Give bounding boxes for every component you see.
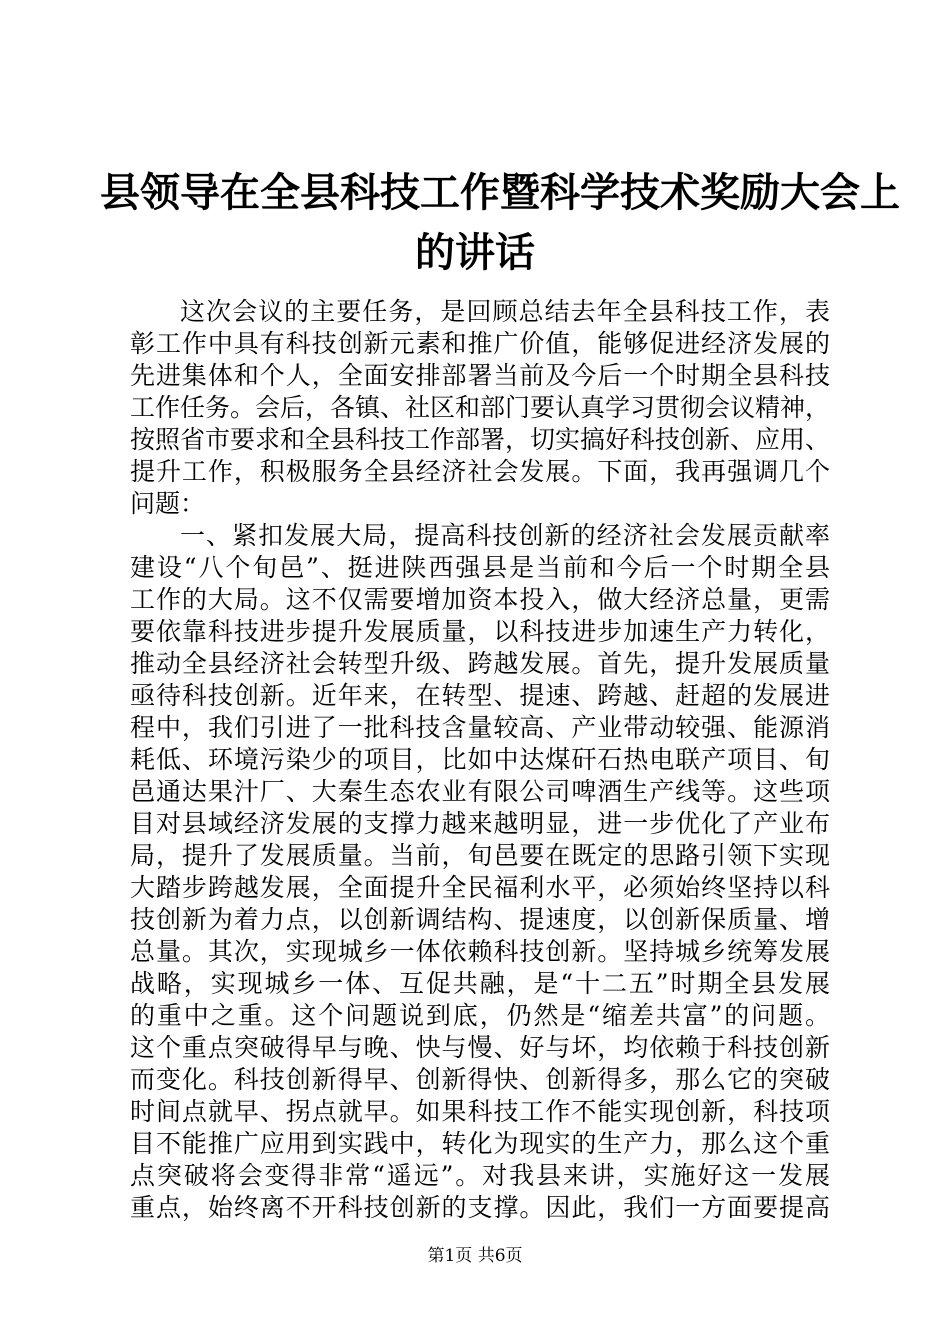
paragraph-line: 工作任务。会后，各镇、社区和部门要认真学习贯彻会议精神， bbox=[130, 393, 831, 422]
paragraph-line: 技创新为着力点，以创新调结构、提速度，以创新保质量、增 bbox=[130, 905, 830, 934]
paragraph-line: 点突破将会变得非常“遥远”。对我县来讲，实施好这一发展 bbox=[130, 1161, 830, 1190]
paragraph-line: 问题： bbox=[130, 489, 206, 518]
paragraph-line: 工作的大局。这不仅需要增加资本投入，做大经济总量，更需 bbox=[130, 585, 830, 614]
paragraph-2 bbox=[130, 520, 830, 1224]
paragraph-line: 这次会议的主要任务，是回顾总结去年全县科技工作，表 bbox=[180, 297, 830, 326]
paragraph-line: 局，提升了发展质量。当前，旬邑要在既定的思路引领下实现 bbox=[130, 841, 830, 870]
paragraph-line: 目对县域经济发展的支撑力越来越明显，进一步优化了产业布 bbox=[130, 809, 830, 838]
paragraph-line: 亟待科技创新。近年来，在转型、提速、跨越、赶超的发展进 bbox=[130, 681, 830, 710]
document-title bbox=[100, 163, 900, 283]
paragraph-line: 总量。其次，实现城乡一体依赖科技创新。坚持城乡统筹发展 bbox=[130, 937, 830, 966]
paragraph-line: 战略，实现城乡一体、互促共融，是“十二五”时期全县发展 bbox=[130, 969, 830, 998]
paragraph-line: 先进集体和个人，全面安排部署当前及今后一个时期全县科技 bbox=[130, 361, 830, 390]
paragraph-1 bbox=[130, 296, 830, 520]
paragraph-line: 邑通达果汁厂、大秦生态农业有限公司啤酒生产线等。这些项 bbox=[130, 777, 830, 806]
document-body bbox=[130, 296, 830, 1224]
title-line-1: 县领导在全县科技工作暨科学技术奖励大会上 bbox=[100, 170, 900, 216]
paragraph-line: 程中，我们引进了一批科技含量较高、产业带动较强、能源消 bbox=[130, 713, 830, 742]
paragraph-line: 提升工作，积极服务全县经济社会发展。下面，我再强调几个 bbox=[130, 457, 830, 486]
paragraph-line: 按照省市要求和全县科技工作部署，切实搞好科技创新、应用、 bbox=[130, 425, 831, 454]
paragraph-line: 一、紧扣发展大局，提高科技创新的经济社会发展贡献率 bbox=[180, 521, 830, 550]
paragraph-line: 要依靠科技进步提升发展质量，以科技进步加速生产力转化， bbox=[130, 617, 830, 646]
paragraph-line: 大踏步跨越发展，全面提升全民福利水平，必须始终坚持以科 bbox=[130, 873, 830, 902]
page-footer: 第1页 共6页 bbox=[427, 1246, 523, 1266]
title-line-2: 的讲话 bbox=[415, 230, 535, 276]
paragraph-line: 而变化。科技创新得早、创新得快、创新得多，那么它的突破 bbox=[130, 1065, 830, 1094]
paragraph-line: 建设“八个旬邑”、挺进陕西强县是当前和今后一个时期全县 bbox=[130, 553, 830, 582]
paragraph-line: 推动全县经济社会转型升级、跨越发展。首先，提升发展质量 bbox=[130, 649, 830, 678]
paragraph-line: 的重中之重。这个问题说到底，仍然是“缩差共富”的问题。 bbox=[130, 1001, 830, 1030]
paragraph-line: 目不能推广应用到实践中，转化为现实的生产力，那么这个重 bbox=[130, 1129, 830, 1158]
paragraph-line: 耗低、环境污染少的项目，比如中达煤矸石热电联产项目、旬 bbox=[130, 745, 830, 774]
paragraph-line: 这个重点突破得早与晚、快与慢、好与坏，均依赖于科技创新 bbox=[130, 1033, 830, 1062]
paragraph-line: 重点，始终离不开科技创新的支撑。因此，我们一方面要提高 bbox=[130, 1193, 830, 1222]
paragraph-line: 彰工作中具有科技创新元素和推广价值，能够促进经济发展的 bbox=[130, 329, 830, 358]
paragraph-line: 时间点就早、拐点就早。如果科技工作不能实现创新，科技项 bbox=[130, 1097, 830, 1126]
